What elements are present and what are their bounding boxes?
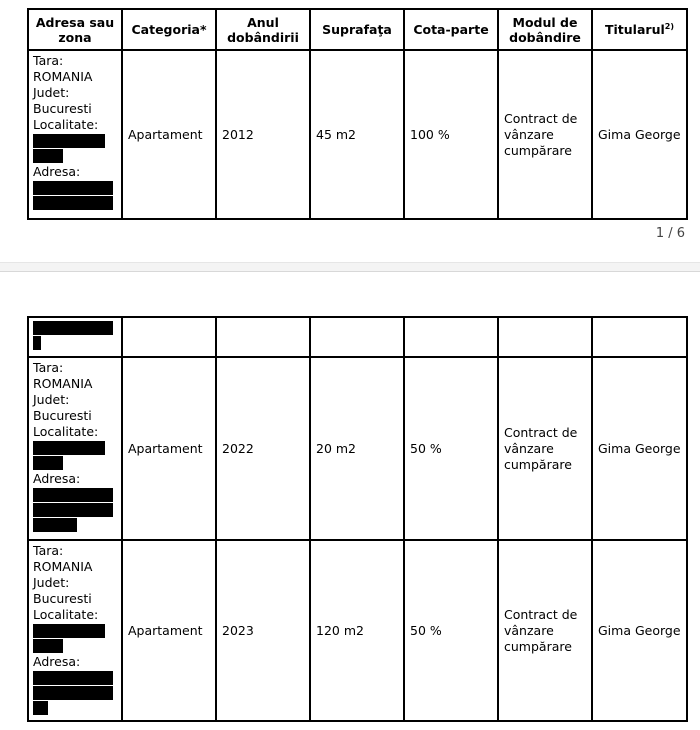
cota-cell: 50 % — [404, 540, 498, 721]
titular-footnote-ref: 2) — [664, 21, 674, 31]
address-cell-continued — [28, 317, 122, 357]
redaction-block — [33, 181, 113, 195]
redaction-block — [33, 196, 113, 210]
redaction-block — [33, 624, 105, 638]
redaction-block — [33, 336, 41, 350]
redaction-block — [33, 149, 63, 163]
redaction-block — [33, 701, 48, 715]
header-adresa: Adresa sau zona — [28, 9, 122, 50]
anul-cell: 2012 — [216, 50, 310, 219]
assets-table-page-1 — [27, 8, 688, 220]
suprafata-cell: 45 m2 — [310, 50, 404, 219]
redaction-block — [33, 671, 113, 685]
redaction-block — [33, 456, 63, 470]
titular-cell: Gima George — [592, 357, 687, 540]
table-header-row — [28, 9, 687, 50]
categoria-cell: Apartament — [122, 50, 216, 219]
header-anul: Anul dobândirii — [216, 9, 310, 50]
page-separator — [0, 262, 700, 272]
address-cell: Tara: ROMANIA Judet: Bucuresti Localitate: Adresa: — [28, 357, 122, 540]
categoria-cell: Apartament — [122, 540, 216, 721]
categoria-cell: Apartament — [122, 357, 216, 540]
redaction-block — [33, 686, 113, 700]
table-row — [28, 317, 687, 357]
header-modul: Modul de dobândire — [498, 9, 592, 50]
modul-cell: Contract de vânzare cumpărare — [498, 50, 592, 219]
titular-cell: Gima George — [592, 540, 687, 721]
redaction-block — [33, 503, 113, 517]
redaction-block — [33, 321, 113, 335]
address-cell: Tara: ROMANIA Judet: Bucuresti Localitate: Adresa: — [28, 50, 122, 219]
redaction-block — [33, 134, 105, 148]
address-cell: Tara: ROMANIA Judet: Bucuresti Localitate: Adresa: — [28, 540, 122, 721]
redaction-block — [33, 518, 77, 532]
titular-cell: Gima George — [592, 50, 687, 219]
header-titular: Titularul$^{2)}$ — [592, 9, 687, 50]
table-row — [28, 540, 687, 721]
table-row — [28, 50, 687, 219]
header-categoria: Categoria* — [122, 9, 216, 50]
assets-table-page-2 — [27, 316, 688, 722]
modul-cell: Contract de vânzare cumpărare — [498, 357, 592, 540]
redaction-block — [33, 488, 113, 502]
suprafata-cell: 120 m2 — [310, 540, 404, 721]
redaction-block — [33, 441, 105, 455]
modul-cell: Contract de vânzare cumpărare — [498, 540, 592, 721]
anul-cell: 2022 — [216, 357, 310, 540]
table-row — [28, 357, 687, 540]
header-suprafata: Suprafaţa — [310, 9, 404, 50]
cota-cell: 50 % — [404, 357, 498, 540]
anul-cell: 2023 — [216, 540, 310, 721]
page-indicator: 1 / 6 — [655, 226, 685, 241]
header-cota: Cota-parte — [404, 9, 498, 50]
suprafata-cell: 20 m2 — [310, 357, 404, 540]
cota-cell: 100 % — [404, 50, 498, 219]
redaction-block — [33, 639, 63, 653]
